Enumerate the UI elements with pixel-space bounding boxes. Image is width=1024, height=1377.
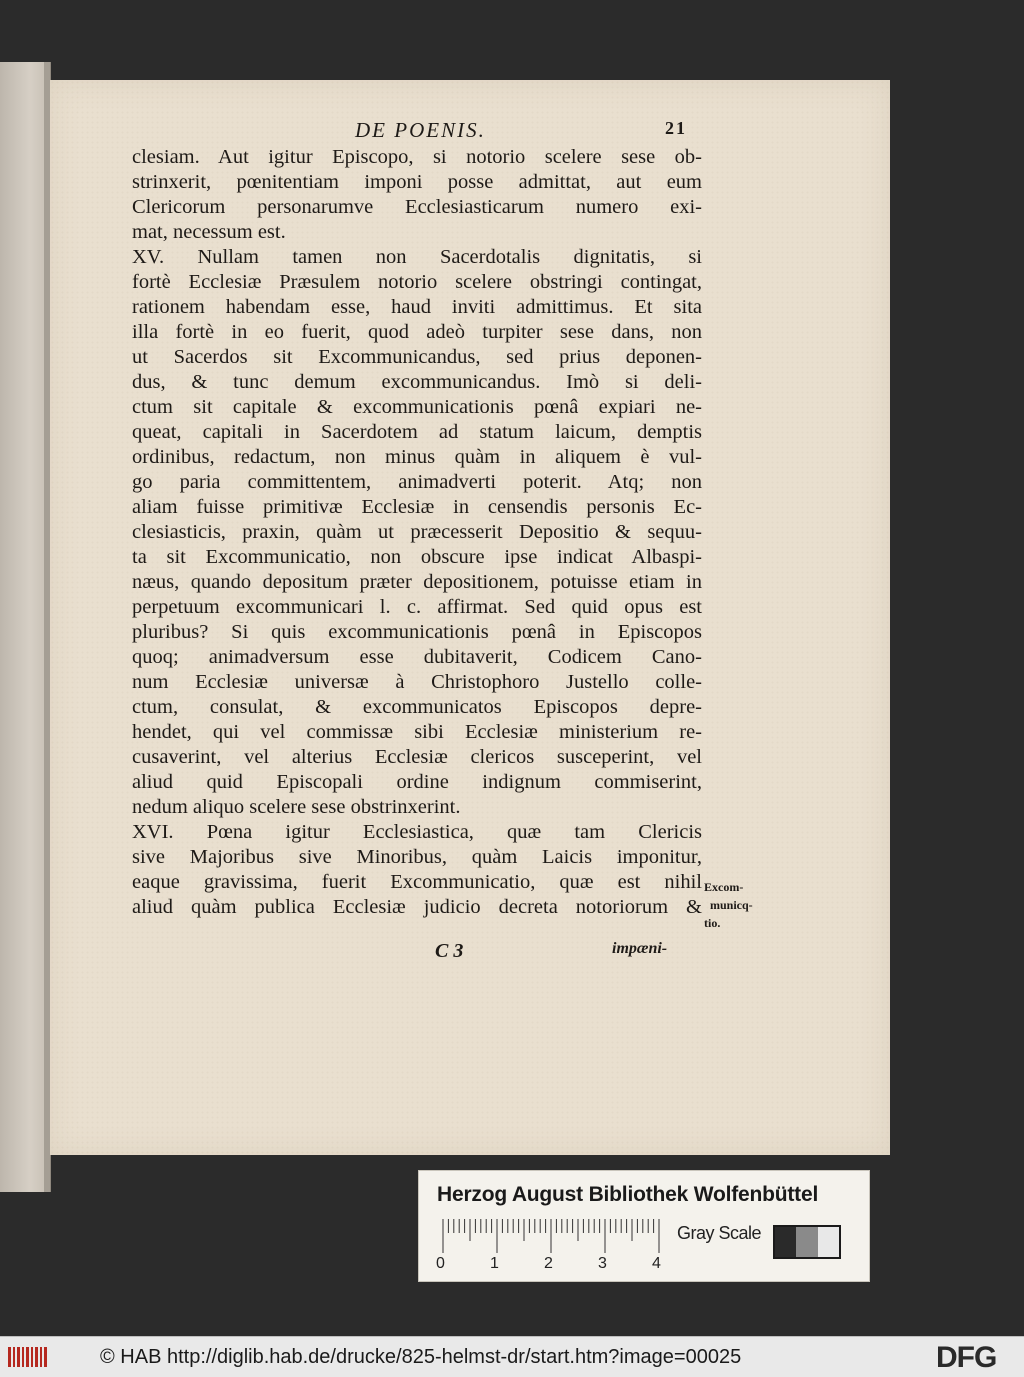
color-scale-card (418, 1170, 870, 1282)
page-header (355, 118, 695, 144)
text-line: hendet, qui vel commissæ sibi Ecclesiæ ministerium re- (132, 721, 702, 743)
text-line: nedum aliquo scelere sese obstrinxerint. (132, 796, 461, 818)
margin-note-line: tio. (704, 916, 721, 930)
text-line: fortè Ecclesiæ Præsulem notorio scelere obstringi contingat, (132, 271, 702, 293)
text-line: strinxerit, pœnitentiam imponi posse admittat, aut eum (132, 171, 702, 193)
ruler-label: 4 (652, 1255, 661, 1272)
ruler-label: 0 (436, 1255, 445, 1272)
gray-scale-swatches (773, 1225, 841, 1259)
text-line: aliud quàm publica Ecclesiæ judicio decreta notoriorum & (132, 896, 702, 918)
ruler-icon (441, 1219, 691, 1253)
running-title: DE POENIS. (355, 118, 486, 142)
text-line: XVI. Pœna igitur Ecclesiastica, quæ tam Clericis (132, 821, 702, 843)
text-line: Clericorum personarumve Ecclesiasticarum numero exi- (132, 196, 702, 218)
copyright-link[interactable]: © HAB http://diglib.hab.de/drucke/825-helmst-dr/start.htm?image=00025 (100, 1346, 742, 1368)
ruler-label: 2 (544, 1255, 553, 1272)
margin-note (704, 878, 774, 932)
text-line: num Ecclesiæ universæ à Christophoro Justello colle- (132, 671, 702, 693)
body-text (132, 145, 702, 920)
library-name: Herzog August Bibliothek Wolfenbüttel (437, 1183, 819, 1206)
gray-swatch-dark (775, 1227, 796, 1257)
text-line: clesiam. Aut igitur Episcopo, si notorio scelere sese ob- (132, 146, 702, 168)
text-line: pluribus? Si quis excommunicationis pœnâ in Episcopos (132, 621, 702, 643)
text-line: clesiasticis, praxin, quàm ut præcesserit Depositio & sequu- (132, 521, 702, 543)
text-line: ordinibus, redactum, non minus quàm in aliquem è vul- (132, 446, 702, 468)
page-number: 21 (665, 118, 687, 138)
text-line: illa fortè in eo fuerit, quod adeò turpiter sese dans, non (132, 321, 702, 343)
text-line: quoq; animadversum esse dubitaverit, Codicem Cano- (132, 646, 702, 668)
catchword: impæni- (612, 940, 668, 957)
text-line: rationem habendam esse, haud inviti admittimus. Et sita (132, 296, 702, 318)
adjacent-page-edge (0, 62, 51, 1192)
text-line: sive Majoribus sive Minoribus, quàm Laicis imponitur, (132, 846, 702, 868)
text-line: cusaverint, vel alterius Ecclesiæ clericos susceperint, vel (132, 746, 702, 768)
margin-note-line: Excom- (704, 880, 744, 894)
text-line: queat, capitali in Sacerdotem ad statum laicum, demptis (132, 421, 702, 443)
gray-swatch-light (818, 1227, 839, 1257)
text-line: go paria committentem, animadverti poterit. Atq; non (132, 471, 702, 493)
ruler-label: 1 (490, 1255, 499, 1272)
signature-mark: C 3 (435, 940, 464, 962)
text-line: dus, & tunc demum excommunicandus. Imò si deli- (132, 371, 702, 393)
text-line: aliud quid Episcopali ordine indignum commiserint, (132, 771, 702, 793)
gray-scale-label: Gray Scale (677, 1223, 762, 1243)
text-line: mat, necessum est. (132, 221, 286, 243)
gray-swatch-mid (796, 1227, 817, 1257)
dfg-logo: DFG (936, 1341, 997, 1374)
ruler-labels (434, 1255, 694, 1275)
text-line: ta sit Excommunicatio, non obscure ipse indicat Albaspi- (132, 546, 702, 568)
viewer-footer (0, 1336, 1024, 1377)
text-line: næus, quando depositum præter depositionem, potuisse etiam in (132, 571, 702, 593)
hab-barcode-icon (8, 1345, 48, 1369)
margin-note-line: municq- (710, 898, 753, 912)
text-line: XV. Nullam tamen non Sacerdotalis dignitatis, si (132, 246, 702, 268)
text-line: aliam fuisse primitivæ Ecclesiæ in censendis personis Ec- (132, 496, 702, 518)
text-line: perpetuum excommunicari l. c. affirmat. Sed quid opus est (132, 596, 702, 618)
text-line: ctum sit capitale & excommunicationis pœnâ expiari ne- (132, 396, 702, 418)
text-line: ut Sacerdos sit Excommunicandus, sed prius deponen- (132, 346, 702, 368)
text-line: ctum, consulat, & excommunicatos Episcopos depre- (132, 696, 702, 718)
text-line: eaque gravissima, fuerit Excommunicatio, quæ est nihil (132, 871, 702, 893)
ruler-label: 3 (598, 1255, 607, 1272)
